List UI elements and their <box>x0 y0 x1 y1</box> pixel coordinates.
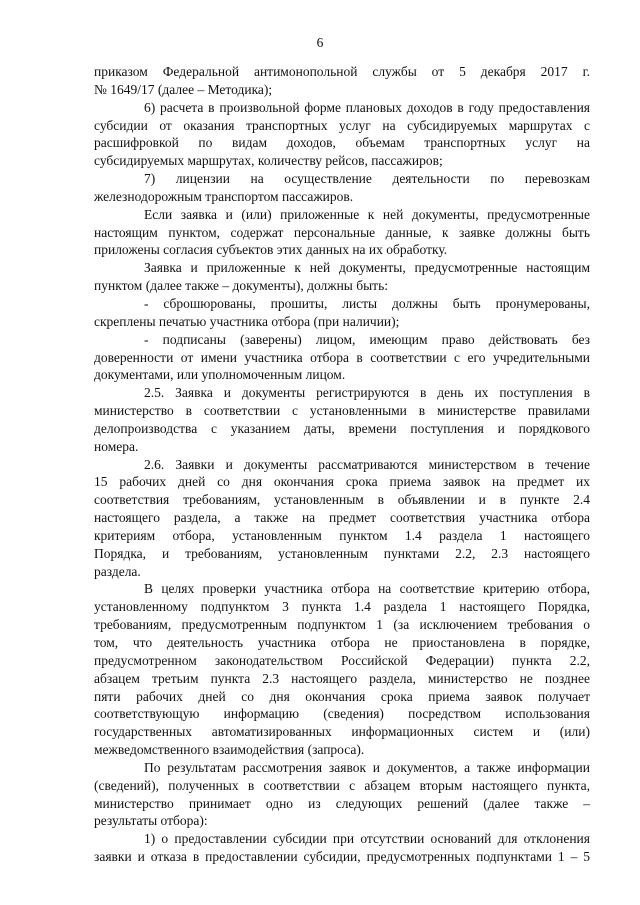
text-line: пяти рабочих дней со дня окончания срока приема заявок получает <box>94 688 590 704</box>
text-line: министерство принимает одно из следующих решений (далее также – <box>94 795 590 811</box>
text-line: заявки и отказа в предоставлении субсидии, предусмотренных подпунктами 1 – 5 <box>94 849 590 865</box>
text-line: 1) о предоставлении субсидии при отсутствии оснований для отклонения <box>144 831 590 847</box>
text-line: абзацем третьим пункта 2.3 настоящего раздела, министерство не позднее <box>94 670 590 686</box>
text-line: документами, или уполномоченным лицом. <box>94 367 346 383</box>
text-line: установленному подпунктом 3 пункта 1.4 раздела 1 настоящего Порядка, <box>94 599 590 615</box>
text-line: настоящим пунктом, содержат персональные данные, к заявке должны быть <box>94 224 590 240</box>
text-line: 7) лицензии на осуществление деятельности по перевозкам <box>144 171 590 187</box>
text-line: 2.5. Заявка и документы регистрируются в день их поступления в <box>144 385 590 401</box>
text-line: министерство в соответствии с установленными в министерстве правилами <box>94 403 590 419</box>
text-line: критериям отбора, установленным пунктом 1.4 раздела 1 настоящего <box>94 527 590 543</box>
text-line: приказом Федеральной антимонопольной службы от 5 декабря 2017 г. <box>94 64 590 79</box>
text-line: По результатам рассмотрения заявок и документов, а также информации <box>144 759 590 775</box>
text-line: В целях проверки участника отбора на соответствие критерию отбора, <box>144 581 590 597</box>
page-number: 6 <box>316 35 324 50</box>
text-line: 6) расчета в произвольной форме плановых доходов в году предоставления <box>144 99 590 115</box>
text-line: государственных автоматизированных информационных систем и (или) <box>94 724 590 740</box>
document-body <box>94 63 590 866</box>
text-line: - подписаны (заверены) лицом, имеющим право действовать без <box>144 331 590 347</box>
text-line: том, что деятельность участника отбора не приостановлена в порядке, <box>94 635 590 650</box>
text-line: субсидии от оказания транспортных услуг на субсидируемых маршрутах с <box>94 117 590 133</box>
text-line: номера. <box>94 438 139 454</box>
text-line: скреплены печатью участника отбора (при наличии); <box>94 313 400 329</box>
text-line: Порядка, и требованиям, установленным пунктами 2.2, 2.3 настоящего <box>94 545 590 561</box>
text-line: результаты отбора): <box>94 813 208 829</box>
text-line: доверенности от имени участника отбора в соответствии с его учредительными <box>94 349 590 365</box>
text-line: 2.6. Заявки и документы рассматриваются министерством в течение <box>144 456 590 472</box>
text-line: делопроизводства с указанием даты, времени поступления и порядкового <box>94 420 590 436</box>
text-line: Если заявка и (или) приложенные к ней документы, предусмотренные <box>144 206 590 222</box>
text-line: соответствия требованиям, установленным в объявлении и в пункте 2.4 <box>94 492 590 508</box>
text-line: - сброшюрованы, прошиты, листы должны быть пронумерованы, <box>144 295 590 311</box>
text-line: межведомственного взаимодействия (запроса). <box>94 742 365 758</box>
text-line: предусмотренном законодательством Российской Федерации) пункта 2.2, <box>94 652 590 668</box>
text-line: № 1649/17 (далее – Методика); <box>94 81 273 97</box>
text-line: пунктом (далее также – документы), должны быть: <box>94 278 388 294</box>
text-line: требованиям, предусмотренным подпунктом 1 (за исключением требования о <box>94 617 590 633</box>
text-line: субсидируемых маршрутах, количеству рейсов, пассажиров; <box>94 153 443 169</box>
text-line: приложены согласия субъектов этих данных на их обработку. <box>94 242 448 258</box>
text-line: Заявка и приложенные к ней документы, предусмотренные настоящим <box>144 260 590 276</box>
text-line: 15 рабочих дней со дня окончания срока приема заявок на предмет их <box>94 474 590 490</box>
text-line: железнодорожным транспортом пассажиров. <box>94 188 354 204</box>
text-line: (сведений), полученных в соответствии с абзацем вторым настоящего пункта, <box>94 777 590 793</box>
text-line: расшифровкой по видам доходов, объемам транспортных услуг на <box>94 135 590 151</box>
text-line: раздела. <box>94 563 141 579</box>
text-line: настоящего раздела, а также на предмет соответствия участника отбора <box>94 510 590 526</box>
text-line: соответствующую информацию (сведения) посредством использования <box>94 706 590 722</box>
